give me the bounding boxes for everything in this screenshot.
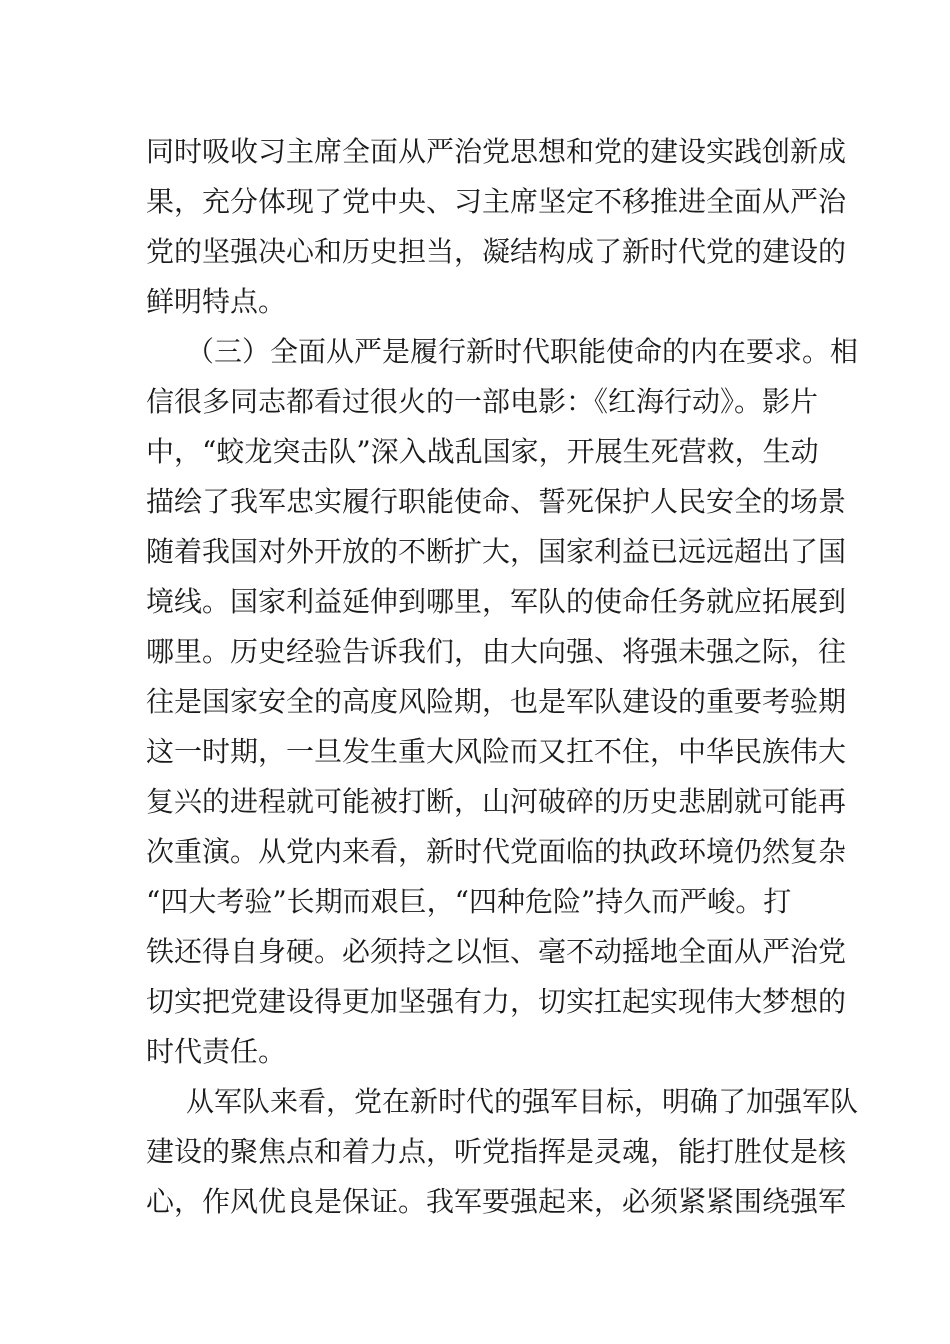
text-line: 复兴的进程就可能被打断，山河破碎的历史悲剧就可能再	[146, 785, 847, 818]
text-line: 切实把党建设得更加坚强有力，切实扛起实现伟大梦想的	[146, 985, 847, 1018]
paragraph-1	[146, 127, 847, 327]
text-line: 这一时期，一旦发生重大风险而又扛不住，中华民族伟大	[146, 735, 847, 768]
text-line: 时代责任。	[146, 1035, 287, 1068]
text-line: 从军队来看，党在新时代的强军目标，明确了加强军队	[186, 1085, 859, 1118]
text-line: 随着我国对外开放的不断扩大，国家利益已远远超出了国	[146, 535, 847, 568]
text-line: 中，“蛟龙突击队”深入战乱国家，开展生死营救，生动	[146, 435, 819, 468]
text-line: 心，作风优良是保证。我军要强起来，必须紧紧围绕强军	[146, 1185, 847, 1218]
text-line: 鲜明特点。	[146, 285, 287, 318]
text-line: （三）全面从严是履行新时代职能使命的内在要求。相	[186, 335, 859, 368]
text-line: 次重演。从党内来看，新时代党面临的执政环境仍然复杂	[146, 835, 847, 868]
text-line: 党的坚强决心和历史担当，凝结构成了新时代党的建设的	[146, 235, 847, 268]
text-line: 建设的聚焦点和着力点，听党指挥是灵魂，能打胜仗是核	[146, 1135, 847, 1168]
paragraph-3	[146, 1077, 859, 1227]
text-line: 果，充分体现了党中央、习主席坚定不移推进全面从严治	[146, 185, 847, 218]
text-line: 境线。国家利益延伸到哪里，军队的使命任务就应拓展到	[146, 585, 847, 618]
text-line: 往是国家安全的高度风险期，也是军队建设的重要考验期	[146, 685, 847, 718]
body-text	[146, 127, 859, 1227]
text-line: “四大考验”长期而艰巨，“四种危险”持久而严峻。打	[146, 885, 792, 918]
text-line: 铁还得自身硬。必须持之以恒、毫不动摇地全面从严治党	[146, 935, 847, 968]
paragraph-2	[146, 327, 859, 1077]
text-line: 同时吸收习主席全面从严治党思想和党的建设实践创新成	[146, 135, 847, 168]
text-line: 哪里。历史经验告诉我们，由大向强、将强未强之际，往	[146, 635, 847, 668]
text-line: 信很多同志都看过很火的一部电影：《红海行动》。影片	[146, 385, 819, 418]
text-line: 描绘了我军忠实履行职能使命、誓死保护人民安全的场景	[146, 485, 847, 518]
